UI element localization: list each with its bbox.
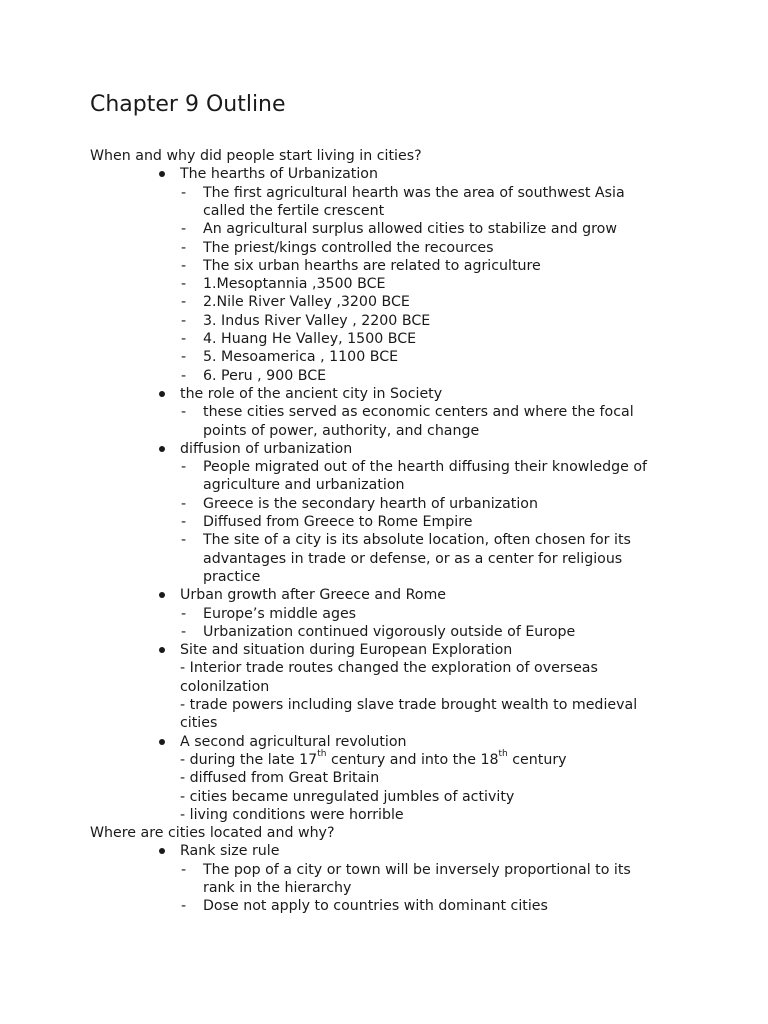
dash-marker: - xyxy=(181,331,187,347)
outline-line: Diffused from Greece to Rome Empire xyxy=(203,514,473,530)
outline-line: The pop of a city or town will be inversely proportional to its xyxy=(203,862,631,878)
outline-line: called the fertile crescent xyxy=(203,203,385,219)
bullet-icon xyxy=(159,739,165,745)
dash-marker: - xyxy=(181,514,187,530)
bullet-item: Site and situation during European Exploration xyxy=(180,642,513,658)
dash-marker: - xyxy=(181,349,187,365)
dash-marker: - xyxy=(181,240,187,256)
bullet-item: Urban growth after Greece and Rome xyxy=(180,587,447,603)
outline-line: cities xyxy=(180,715,218,731)
outline-line: Greece is the secondary hearth of urbanization xyxy=(203,496,538,512)
dash-marker: - xyxy=(181,624,187,640)
dash-marker: - xyxy=(181,185,187,201)
outline-line: - trade powers including slave trade brought wealth to medieval xyxy=(180,697,638,713)
outline-line: colonilzation xyxy=(180,679,270,695)
outline-line: 5. Mesoamerica , 1100 BCE xyxy=(203,349,399,365)
outline-line: agriculture and urbanization xyxy=(203,477,405,493)
outline-line: 4. Huang He Valley, 1500 BCE xyxy=(203,331,417,347)
dash-marker: - xyxy=(181,459,187,475)
outline-line: The six urban hearths are related to agriculture xyxy=(203,258,541,274)
outline-line: - Interior trade routes changed the exploration of overseas xyxy=(180,660,598,676)
bullet-icon xyxy=(159,592,165,598)
dash-marker: - xyxy=(181,404,187,420)
outline-line: The first agricultural hearth was the area of southwest Asia xyxy=(203,185,625,201)
bullet-icon xyxy=(159,171,165,177)
bullet-icon xyxy=(159,391,165,397)
dash-marker: - xyxy=(181,313,187,329)
section-question: Where are cities located and why? xyxy=(90,825,335,841)
page-title: Chapter 9 Outline xyxy=(90,92,286,117)
outline-line: - during the late 17th century and into the 18th century xyxy=(180,749,567,768)
dash-marker: - xyxy=(181,276,187,292)
bullet-item: diffusion of urbanization xyxy=(180,441,353,457)
outline-line: 3. Indus River Valley , 2200 BCE xyxy=(203,313,431,329)
section-question: When and why did people start living in cities? xyxy=(90,148,422,164)
dash-marker: - xyxy=(181,532,187,548)
outline-line: 2.Nile River Valley ,3200 BCE xyxy=(203,294,410,310)
bullet-item: the role of the ancient city in Society xyxy=(180,386,443,402)
outline-line: The site of a city is its absolute location, often chosen for its xyxy=(203,532,631,548)
bullet-icon xyxy=(159,647,165,653)
dash-marker: - xyxy=(181,258,187,274)
dash-marker: - xyxy=(181,606,187,622)
dash-marker: - xyxy=(181,368,187,384)
outline-line: practice xyxy=(203,569,261,585)
outline-line: - living conditions were horrible xyxy=(180,807,404,823)
outline-line: advantages in trade or defense, or as a center for religious xyxy=(203,551,623,567)
outline-line: Europe’s middle ages xyxy=(203,606,357,622)
outline-line: - diffused from Great Britain xyxy=(180,770,380,786)
outline-line: points of power, authority, and change xyxy=(203,423,480,439)
outline-line: The priest/kings controlled the recources xyxy=(203,240,494,256)
outline-line: An agricultural surplus allowed cities to stabilize and grow xyxy=(203,221,617,237)
outline-line: these cities served as economic centers and where the focal xyxy=(203,404,634,420)
outline-line: People migrated out of the hearth diffusing their knowledge of xyxy=(203,459,647,475)
bullet-item: A second agricultural revolution xyxy=(180,734,407,750)
dash-marker: - xyxy=(181,898,187,914)
bullet-item: Rank size rule xyxy=(180,843,280,859)
bullet-icon xyxy=(159,848,165,854)
outline-line: 1.Mesoptannia ,3500 BCE xyxy=(203,276,386,292)
dash-marker: - xyxy=(181,862,187,878)
outline-line: - cities became unregulated jumbles of activity xyxy=(180,789,515,805)
bullet-icon xyxy=(159,446,165,452)
dash-marker: - xyxy=(181,221,187,237)
outline-line: rank in the hierarchy xyxy=(203,880,352,896)
outline-line: 6. Peru , 900 BCE xyxy=(203,368,327,384)
dash-marker: - xyxy=(181,294,187,310)
outline-line: Dose not apply to countries with dominant cities xyxy=(203,898,548,914)
bullet-item: The hearths of Urbanization xyxy=(180,166,378,182)
dash-marker: - xyxy=(181,496,187,512)
outline-line: Urbanization continued vigorously outside of Europe xyxy=(203,624,576,640)
